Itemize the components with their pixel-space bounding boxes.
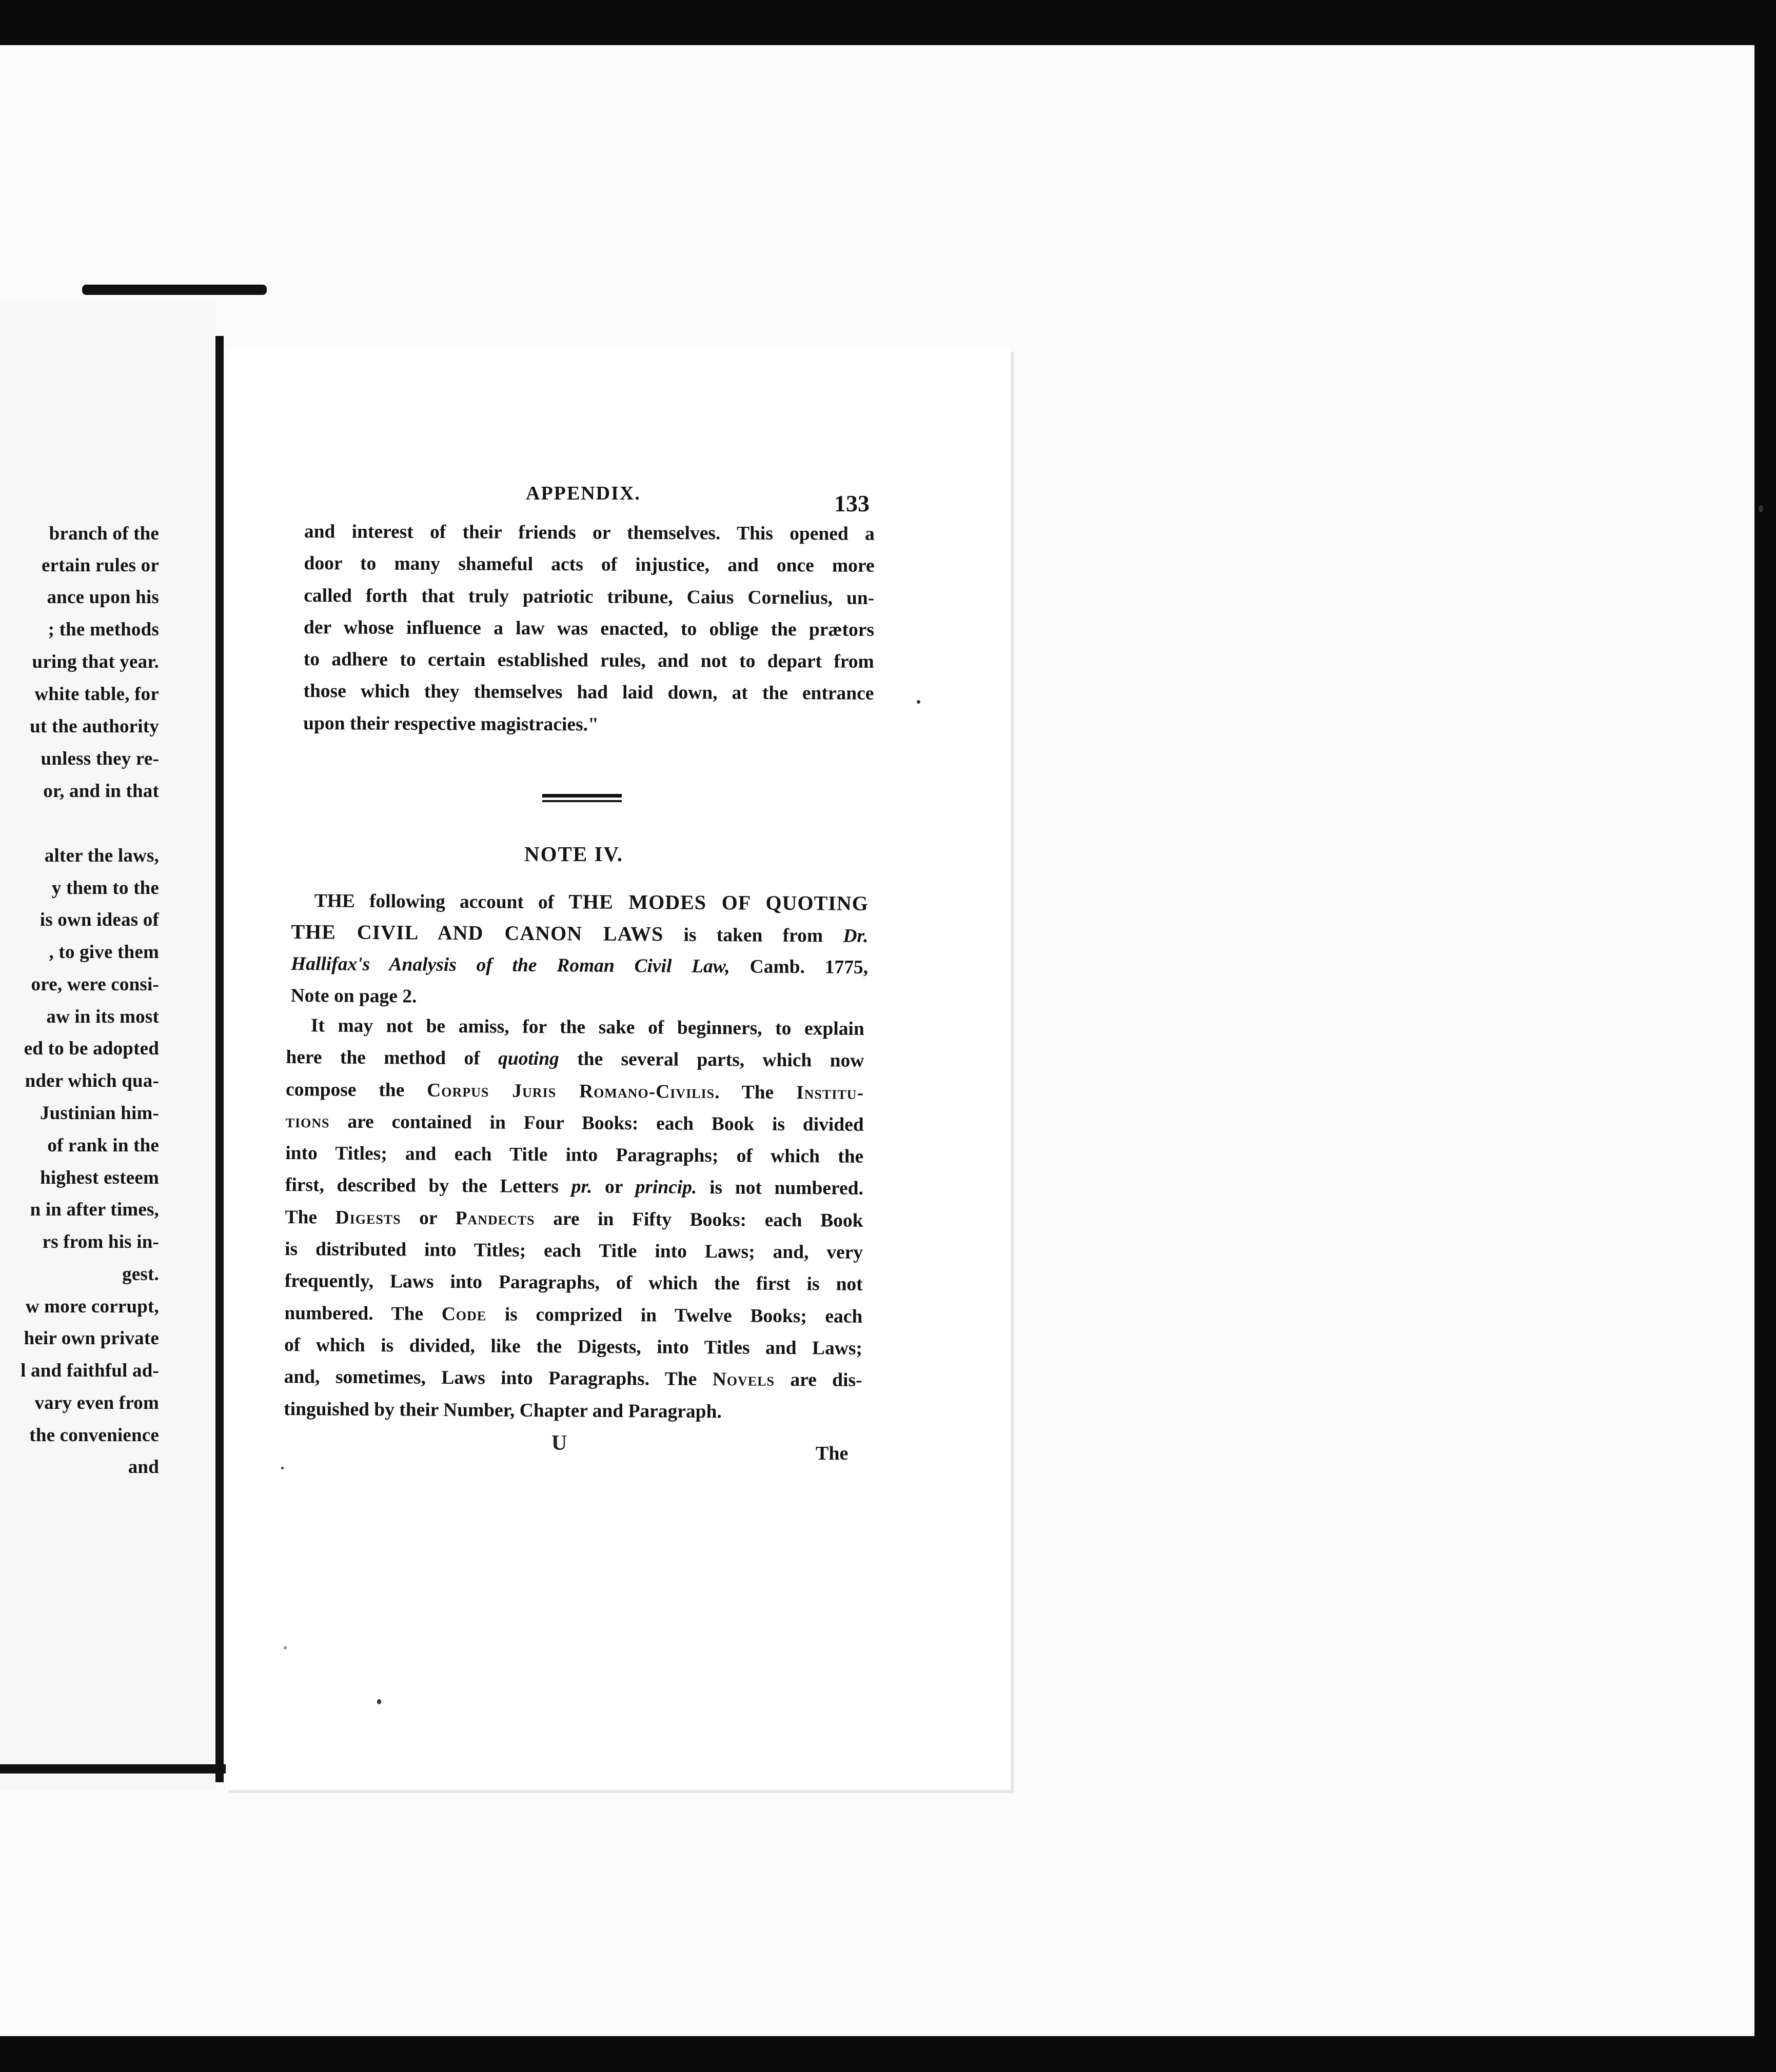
left-page-line: or, and in that	[43, 781, 159, 802]
catchword: The	[816, 1443, 848, 1464]
left-page-line: n in after times,	[30, 1199, 159, 1220]
left-page-line: white table, for	[34, 684, 159, 705]
left-page-line: vary even from	[34, 1392, 159, 1413]
left-page-line: ed to be adopted	[24, 1038, 159, 1059]
left-page-line: gest.	[122, 1264, 159, 1285]
scan-speck	[917, 700, 920, 704]
scan-speck	[1759, 505, 1763, 512]
left-page-line: w more corrupt,	[25, 1296, 159, 1317]
left-page-line: y them to the	[51, 878, 159, 899]
note-intro	[290, 884, 869, 1015]
left-page-line: ut the authority	[30, 716, 159, 737]
scan-speck	[284, 1646, 287, 1649]
scan-speck	[281, 1467, 284, 1469]
paragraph-line: into Titles; and each Title into Paragraphs; of which the	[285, 1143, 864, 1168]
left-page-line: ance upon his	[47, 587, 159, 608]
paragraph-line: It may not be amiss, for the sake of beginners, to explain	[310, 1015, 864, 1040]
paragraph-line: compose the Corpus Juris Romano-Civilis. The Institu-	[285, 1079, 864, 1104]
gutter-bottom-rule	[0, 1764, 241, 1774]
left-page-line: heir own private	[24, 1328, 159, 1349]
left-page-line: the convenience	[29, 1425, 159, 1446]
paragraph-line: here the method of quoting the several parts, which now	[286, 1047, 864, 1072]
quote-line: der whose influence a law was enacted, to oblige the prætors	[303, 616, 875, 641]
paragraph-line: The Digests or Pandects are in Fifty Books: each Book	[285, 1206, 863, 1231]
left-page-line: nder which qua-	[25, 1070, 159, 1091]
left-page-line: , to give them	[49, 942, 159, 963]
quote-line: upon their respective magistracies."	[303, 712, 599, 735]
left-page-line: uring that year.	[32, 651, 159, 672]
quote-line: and interest of their friends or themselves. This opened a	[304, 521, 875, 545]
paragraph-line: first, described by the Letters pr. or princip. is not numbered.	[285, 1174, 864, 1200]
left-page-line: l and faithful ad-	[21, 1360, 159, 1381]
left-page-line: ore, were consi-	[31, 974, 159, 995]
note-intro-line: Hallifax's Analysis of the Roman Civil Law, Camb. 1775,	[290, 953, 869, 978]
paragraph-line: tions are contained in Four Books: each Book is divided	[285, 1110, 864, 1135]
left-page-line: of rank in the	[47, 1135, 159, 1156]
left-page-line: unless they re-	[41, 748, 159, 769]
quote-line: to adhere to certain established rules, and not to depart from	[303, 649, 874, 673]
quote-line: called forth that truly patriotic tribune, Caius Cornelius, un-	[304, 585, 875, 609]
left-page-top-rule	[82, 285, 267, 295]
note-paragraph	[284, 1010, 864, 1429]
paragraph-line: tinguished by their Number, Chapter and Paragraph.	[284, 1398, 722, 1422]
quote-continuation	[303, 516, 875, 742]
paragraph-line: of which is divided, like the Digests, into Titles and Laws;	[284, 1334, 863, 1359]
gutter-rule	[215, 336, 224, 1782]
left-page-line: highest esteem	[40, 1167, 159, 1188]
note-intro-line: THE following account of THE MODES OF QUOTING	[314, 890, 869, 915]
quote-line: door to many shameful acts of injustice, and once more	[304, 553, 875, 577]
left-page-line: and	[128, 1457, 159, 1478]
left-page-line: ; the methods	[48, 619, 159, 640]
left-page-line: Justinian him-	[40, 1103, 159, 1124]
page-number: 133	[834, 490, 870, 516]
left-page-line: is own ideas of	[40, 909, 159, 930]
scanner-border-bottom	[0, 2036, 1776, 2072]
left-page-line: alter the laws,	[44, 845, 159, 866]
paragraph-line: numbered. The Code is comprized in Twelve Books; each	[284, 1302, 863, 1327]
quote-line: those which they themselves had laid down, at the entrance	[303, 681, 874, 705]
left-page-line: branch of the	[49, 523, 159, 544]
note-intro-line: Note on page 2.	[290, 985, 417, 1007]
running-head: APPENDIX.	[526, 483, 641, 504]
scanner-border-right	[1754, 0, 1776, 2072]
left-page-line: ertain rules or	[41, 555, 159, 576]
paragraph-line: frequently, Laws into Paragraphs, of which the first is not	[284, 1270, 863, 1296]
paragraph-line: is distributed into Titles; each Title into Laws; and, very	[285, 1239, 863, 1263]
section-divider-rule	[542, 794, 622, 802]
scan-speck	[377, 1699, 381, 1704]
note-intro-line: THE CIVIL AND CANON LAWS is taken from Dr.	[291, 920, 869, 947]
left-page-line: aw in its most	[46, 1006, 159, 1027]
signature-mark: U	[551, 1431, 567, 1455]
left-page-line: rs from his in-	[42, 1231, 159, 1252]
paragraph-line: and, sometimes, Laws into Paragraphs. The Novels are dis-	[284, 1366, 862, 1391]
note-heading: NOTE IV.	[524, 842, 623, 866]
